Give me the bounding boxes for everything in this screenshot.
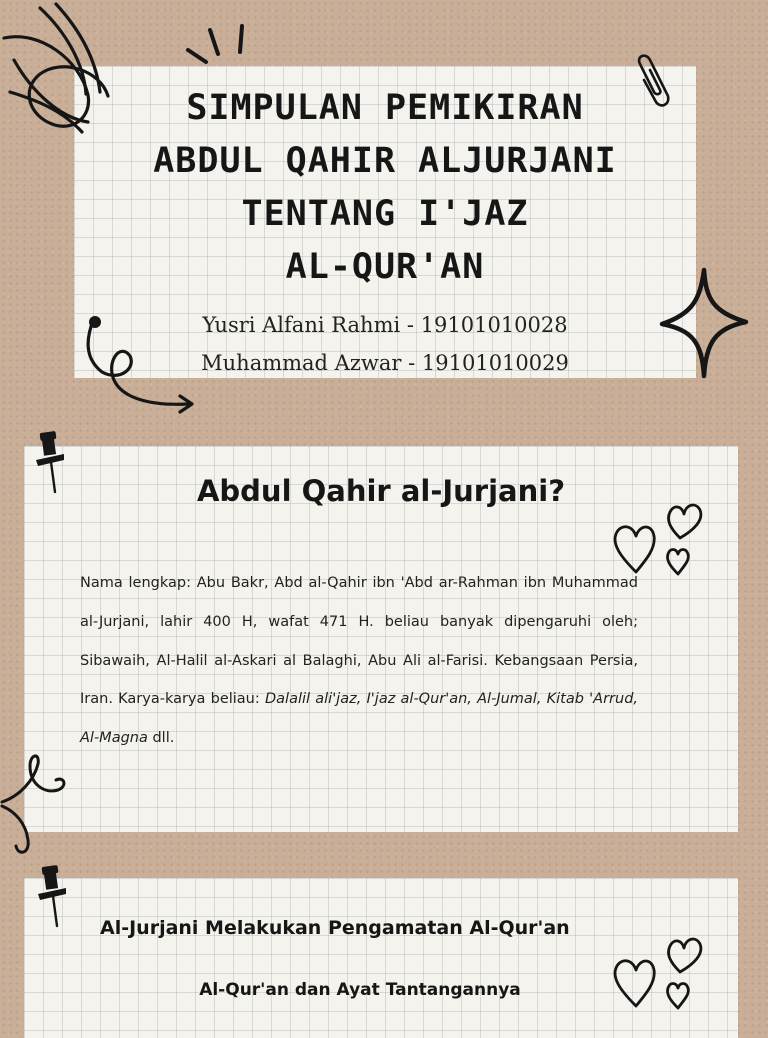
title-line: AL-QUR'AN xyxy=(285,247,485,287)
push-pin-icon xyxy=(36,864,72,928)
author-line: Muhammad Azwar - 19101010029 xyxy=(201,351,569,375)
works-list: Dalalil ali'jaz, I'jaz al-Qur'an, Al-Jumal, Kitab 'Arrud, Al-Magna xyxy=(80,691,639,747)
author-line: Yusri Alfani Rahmi - 19101010028 xyxy=(202,313,568,337)
hearts-icon xyxy=(610,494,710,580)
section-heading: Al-Jurjani Melakukan Pengamatan Al-Qur'an xyxy=(100,917,570,939)
four-point-star-icon xyxy=(658,266,748,380)
bio-text: Nama lengkap: Abu Bakr, Abd al-Qahir ibn 'Abd ar-Rahman ibn Muhammad al-Jurjani, lahir 400 H, wafat 471 H. beliau banyak dipengaruhi oleh; Sibawaih, Al-Halil al-Askari al Balaghi, Abu Ali al-Farisi. Kebangsaan Persia, Iran. Karya-karya beliau: xyxy=(80,575,638,708)
paperclip-icon xyxy=(636,50,676,110)
title-line: ABDUL QAHIR ALJURJANI xyxy=(153,141,617,181)
swirl-icon xyxy=(0,0,120,140)
section-heading: Abdul Qahir al-Jurjani? xyxy=(196,474,566,508)
title-line: TENTANG I'JAZ xyxy=(241,194,529,234)
page-title xyxy=(74,82,696,294)
push-pin-icon xyxy=(34,430,70,494)
section-subheading: Al-Qur'an dan Ayat Tantangannya xyxy=(199,980,521,1000)
spark-lines-icon xyxy=(186,24,256,74)
bio-paragraph xyxy=(80,564,638,758)
scribble-loop-icon xyxy=(0,750,70,860)
title-line: SIMPULAN PEMIKIRAN xyxy=(186,88,584,128)
works-suffix: dll. xyxy=(147,730,175,747)
hearts-icon xyxy=(610,928,710,1014)
curly-arrow-icon xyxy=(80,312,200,416)
